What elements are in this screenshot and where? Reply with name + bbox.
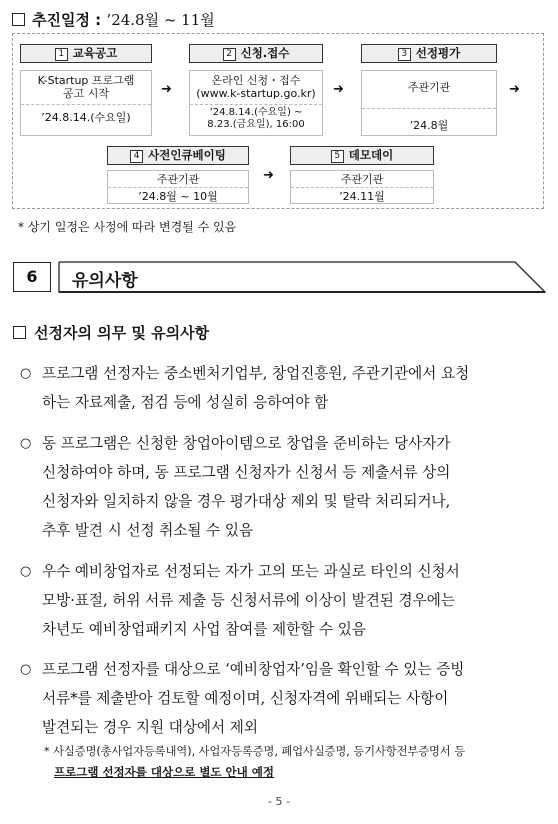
arrow-icon: ➜ (161, 82, 172, 97)
step-1-header: 1 교육공고 (20, 44, 152, 63)
bullet-2: 동 프로그램은 신청한 창업아이템으로 창업을 준비하는 당사자가 신청하여야 하며, 동 프로그램 신청자가 신청서 등 제출서류 상의 신청자와 일치하지 않을 경우 평가대상 제외 및 탈락 처리되거나, 추후 발견 시 선정 취소될 수 있음 (42, 435, 451, 539)
footnote-text: * 사실증명(총사업자등록내역), 사업자등록증명, 폐업사실증명, 등기사항전부증명서 등 (44, 745, 466, 758)
step-3-header: 3 선정평가 (361, 44, 497, 63)
step-5-date: ’24.11월 (291, 187, 433, 204)
arrow-icon: ➜ (263, 168, 274, 183)
bullet-circle-icon: ○ (20, 564, 32, 579)
bullet-1: 프로그램 선정자는 중소벤처기업부, 창업진흥원, 주관기관에서 요청 하는 자료제출, 점검 등에 성실히 응하여야 함 (42, 365, 470, 411)
step-1-body: K-Startup 프로그램 공고 시작 ’24.8.14.(수요일) (20, 70, 152, 136)
bullet-3: 우수 예비창업자로 선정되는 자가 고의 또는 과실로 타인의 신청서 모방·표절, 허위 서류 제출 등 신청서류에 이상이 발견된 경우에는 차년도 예비창업패키지 사업 참여를 제한할 수 있음 (42, 563, 460, 638)
step-4-header: 4 사전인큐베이팅 (107, 146, 249, 165)
bullet-4: 프로그램 선정자를 대상으로 ‘예비창업자’임을 확인할 수 있는 증빙 서류*를 제출받아 검토할 예정이며, 신청자격에 위배되는 사항이 발견되는 경우 지원 대상에서 제외 (42, 661, 465, 736)
page-number: - 5 - (268, 795, 290, 808)
step-4-body: 주관기관 ’24.8월 ~ 10월 (107, 170, 249, 204)
checkbox-square-icon (12, 13, 25, 26)
step-2-date: ’24.8.14.(수요일) ~ 8.23.(금요일), 16:00 (190, 104, 322, 131)
step-2-header: 2 신청.접수 (189, 44, 323, 63)
schedule-note: * 상기 일정은 사정에 따라 변경될 수 있음 (18, 220, 237, 234)
bullet-circle-icon: ○ (20, 366, 32, 381)
schedule-title: 추진일정 : ’24.8월 ~ 11월 (12, 9, 215, 30)
step-5-body: 주관기관 ’24.11월 (290, 170, 434, 204)
bullet-circle-icon: ○ (20, 436, 32, 451)
step-2-body: 온라인 신청・접수 (www.k-startup.go.kr) ’24.8.14.(수요일) ~ 8.23.(금요일), 16:00 (189, 70, 323, 136)
step-3-body: 주관기관 ’24.8월 (361, 70, 497, 136)
section-number: 6 (13, 262, 51, 292)
arrow-icon: ➜ (333, 82, 344, 97)
section-title: 유의사항 (72, 271, 138, 291)
step-1-date: ’24.8.14.(수요일) (21, 104, 151, 124)
subsection-title: 선정자의 의무 및 유의사항 (13, 322, 209, 343)
checkbox-square-icon (13, 326, 26, 339)
step-4-date: ’24.8월 ~ 10월 (108, 187, 248, 204)
schedule-period: ’24.8월 ~ 11월 (106, 11, 215, 29)
footnote-underline: 프로그램 선정자를 대상으로 별도 안내 예정 (54, 765, 274, 779)
arrow-icon: ➜ (509, 82, 520, 97)
bullet-circle-icon: ○ (20, 662, 32, 677)
step-5-header: 5 데모데이 (290, 146, 434, 165)
step-3-date: ’24.8월 (362, 108, 496, 132)
